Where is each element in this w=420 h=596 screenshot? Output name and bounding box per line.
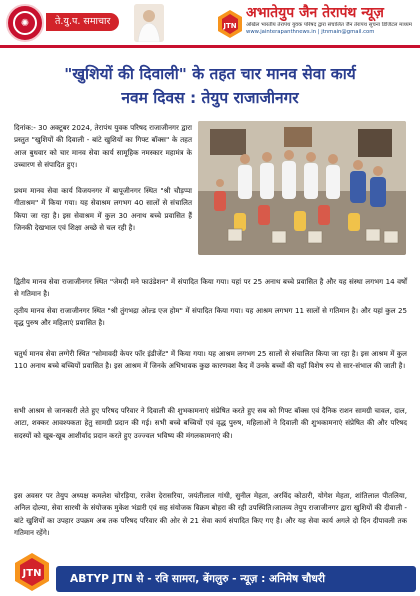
- headline-line-1: "खुशियों की दिवाली" के तहत चार मानव सेवा कार्य: [64, 65, 356, 83]
- jtn-footer-logo-icon: [12, 552, 52, 592]
- headline-line-2: नवम दिवस : तेयुप राजाजीनगर: [121, 89, 299, 107]
- footer-credit-bar: [56, 566, 416, 592]
- article-paragraph-7: इस अवसर पर तेयुप अध्यक्ष कमलेश चोरड़िया, राजेश देरासरिया, जयंतीलाल गांधी, सुनील मेहता, अरविंद कोठारी, योगेश मेहता, शांतिलाल पीतलिया, अनिल दोल्या, सेवा सारथी के संयोजक मुकेश भंडारी एवं सह संयोजक विक्रम बोहरा की रही उपस्थिति।जातव्य तेयुप राजाजीनगर द्वारा खुशियों की दीवाली - बांटे खुशियों का उपहार उपक्रम अब तक परिषद परिवार की ओर से 21 सेवा कार्य संपादित किए गए है। और यह सेवा कार्य अगले दो दिन दीपावली तक गतिमान रहेंगे।: [14, 491, 407, 538]
- svg-text:JTN: JTN: [22, 568, 42, 579]
- article-paragraph-4: तृतीय मानव सेवा राजाजीनगर स्थित "श्री तुंगभद्रा ओल्ड एज होम" में संपादित किया गया। यह आश्रम लगभग 11 सालों से गतिमान है। और यहां कुल 25 वृद्ध पुरुष और महिलाएं प्रवासित है।: [14, 306, 407, 328]
- news-tag-label: ते.यु.प. समाचार: [46, 13, 119, 31]
- header-divider: [0, 45, 420, 48]
- event-photo: [198, 121, 406, 255]
- article-paragraph-1: दिनांक:- 30 अक्टूबर 2024, तेरापंथ युवक परिषद राजाजीनगर द्वारा प्रस्तुत "खुशियों की दिवाली - बांटे खुशियों का गिफ्ट बॉक्स" के तहत आज बुधवार को चार मानव सेवा कार्य सामूहिक नमस्कार महामंत्र के उच्चारण से संपादित हुए।: [14, 123, 192, 170]
- masthead: [0, 0, 420, 46]
- article-paragraph-6: सभी आश्रम से जानकारी लेते हुए परिषद परिवार ने दिवाली की शुभकामनाएं संप्रेषित करते हुए सब को गिफ्ट बॉक्स एवं दैनिक राशन सामग्री चावल, दाल, आटा, शक्कर आवश्यकता हेतु सामग्री प्रदान की गई। सभी बच्चे बच्चियों एवं वृद्ध पुरुष, महिलाओं ने दिवाली की शुभकामनाएं संप्रेषित की और परिषद सदस्यों को खूब-खूब आशीर्वाद प्रदान करते हुए उज्ज्वल भविष्य की मंगलकामनाएं की।: [14, 406, 407, 440]
- article-paragraph-3: द्वितीय मानव सेवा राजाजीनगर स्थित "जेमदी मने फाउंडेशन" में संपादित किया गया। यहां पर 25 अनाथ बच्चे प्रवासित है और यह संस्था लगभग 14 वर्षों से गतिमान है।: [14, 277, 407, 299]
- brand-title: अभातेयुप जैन तेरापंथ न्यूज़: [246, 5, 384, 21]
- article-paragraph-5: चतुर्थ मानव सेवा लग्गेरी स्थित "सोमावदी केयर फॉर इंडीजेंट" में किया गया। यह आश्रम लगभग 25 सालों से संचालित किया जा रहा है। इस आश्रम में कुल 110 अनाथ बच्चे बच्चियों प्रवासित है। इस आश्रम में जिनके अभिभावक कुछ कारणवश कैद में उनके बच्चों की यहाँ विशेष रुप से सार-संभाल की जाती है।: [14, 349, 407, 371]
- svg-text:JTN: JTN: [223, 22, 237, 30]
- acharya-portrait: [134, 4, 164, 42]
- terapanth-emblem-icon: ✺: [6, 4, 44, 42]
- brand-block: [246, 5, 416, 36]
- headline: [0, 62, 420, 110]
- brand-subtitle: अखिल भारतीय तेरापंथ युवक परिषद द्वारा संचालित जैन तेरापंथ सूचना डिजिटल माध्यम: [246, 22, 412, 28]
- jtn-logo-icon: [216, 9, 244, 39]
- article-paragraph-2: प्रथम मानव सेवा कार्य विजयनगर में बापूजीनगर स्थित "श्री चौड़प्पा गीताश्रम" में किया गया। यह सेवाश्रम लगभग 40 सालों से संचालित किया जा रहा है। इस सेवाश्रम में कुल 30 अनाथ बच्चे प्रवासित हैं जिनकी देखभाल एवं शिक्षा अच्छे से चल रही है।: [14, 186, 192, 233]
- brand-url[interactable]: www.jainterapanthnews.in | jtnmain@gmail.com: [246, 29, 375, 35]
- footer-credit-text: ABTYP JTN से - रवि सामरा, बेंगलुरु - न्यूज़ : अनिमेष चौधरी: [70, 573, 325, 585]
